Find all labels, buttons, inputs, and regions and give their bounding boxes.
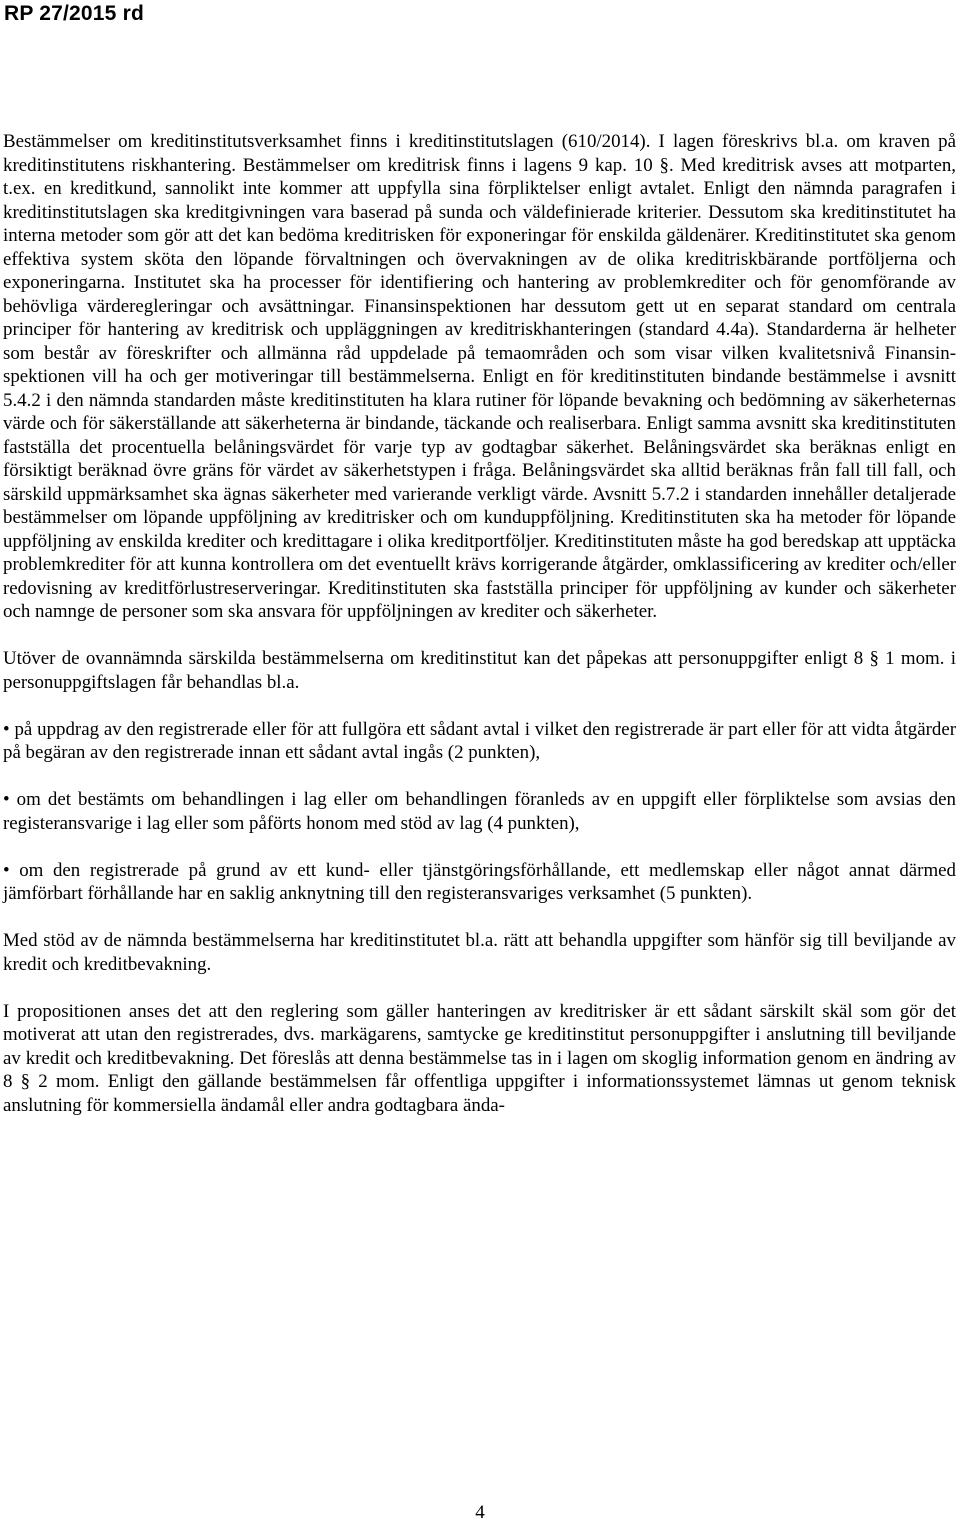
page-number: 4 (475, 1502, 485, 1523)
paragraph-proposition-reasoning: I propositionen anses det att den reglering som gäller hanteringen av kreditrisker är ett sådant särskilt skäl som gör det motiverat att utan den registrerades, dvs. markägarens, samtycke ge kreditinstitut personuppgifter i anslutning till beviljande av kredit och kreditbevakning. Det föreslås att denna bestämmelse tas in i lagen om skoglig information genom en ändring av 8 § 2 mom. Enligt den gällande bestämmelsen får offentliga uppgifter i informationssystemet lämnas ut genom teknisk anslutning för kommersiella ändamål eller andra godtagbara ända- (3, 1000, 956, 1116)
bullet-item-customer-relationship: • om den registrerade på grund av ett kund- eller tjänstgöringsförhållande, ett medlemskap eller något annat därmed jämförbart förhållande har en saklig anknytning till den registeransvariges verksamhet (5 punkten). (3, 859, 956, 904)
document-header: RP 27/2015 rd (4, 2, 144, 25)
paragraph-credit-institution-rules: Bestämmelser om kreditinstitutsverksamhet finns i kreditinstitutslagen (610/2014). I lagen föreskrivs bl.a. om kraven på kreditinstitutens riskhantering. Bestämmelser om kreditrisk finns i lagens 9 kap. 10 §. Med kreditrisk avses att motparten, t.ex. en kreditkund, sannolikt inte kommer att uppfylla sina förpliktelser enligt avtalet. Enligt den nämnda paragrafen i kreditinstitutslagen ska kreditgivningen vara baserad på sunda och väldefinierade kriterier. Dessutom ska kreditinstitutet ha interna metoder som gör att det kan bedöma kreditrisken för exponeringar för enskilda gäldenärer. Kreditinstitutet ska genom effektiva system sköta den löpande förvaltningen och övervakningen av de olika kreditriskbärande portföljerna och exponeringarna. Institutet ska ha processer för identifiering och hantering av problemkrediter och för genomförande av behövliga värderegleringar och avsättningar. Finansinspektionen har dessutom gett ut en separat standard om centrala principer för hantering av kreditrisk och uppläggningen av kreditriskhanteringen (standard 4.4a). Standarderna är helheter som består av föreskrifter och allmänna råd uppdelade på temaområden och som visar vilken kvalitetsnivå Finansinspektionen vill ha och ger motiveringar till bestämmelserna. Enligt en för kreditinstituten bindande bestämmelse i avsnitt 5.4.2 i den nämnda standarden måste kreditinstituten ha klara rutiner för löpande bevakning och bedömning av säkerheternas värde och för säkerställande att säkerheterna är bindande, täckande och realiserbara. Enligt samma avsnitt ska kreditinstituten fastställa det procentuella belåningsvärdet för varje typ av godtagbar säkerhet. Belåningsvärdet ska beräknas enligt en försiktigt beräknad övre gräns för värdet av säkerhetstypen i fråga. Belåningsvärdet ska alltid beräknas från fall till fall, och särskild uppmärksamhet ska ägnas säkerheter med varierande verkligt värde. Avsnitt 5.7.2 i standarden innehåller detaljerade bestämmelser om löpande uppföljning av kreditrisker och om kunduppföljning. Kreditinstituten ska ha metoder för löpande uppföljning av enskilda krediter och kredittagare i olika kreditportföljer. Kreditinstituten måste ha god beredskap att upptäcka problemkrediter för att kunna kontrollera om det eventuellt krävs korrigerande åtgärder, omklassificering av krediter och/eller redovisning av kreditförlustreserveringar. Kreditinstituten ska fastställa principer för uppföljning av kunder och säkerheter och namnge de personer som ska ansvara för uppföljningen av krediter och säkerheter. (3, 131, 956, 622)
document-body (3, 130, 956, 1117)
bullet-item-agreement: • på uppdrag av den registrerade eller för att fullgöra ett sådant avtal i vilket den registrerade är part eller för att vidta åtgärder på begäran av den registrerade innan ett sådant avtal ingås (2 punkten), (3, 718, 956, 763)
bullet-item-legal-obligation: • om det bestämts om behandlingen i lag eller om behandlingen föranleds av en uppgift eller förpliktelse som avsias den registeransvarige i lag eller som påförts honom med stöd av lag (4 punkten), (3, 789, 956, 834)
paragraph-personal-data-intro: Utöver de ovannämnda särskilda bestämmelserna om kreditinstitut kan det påpekas att personuppgifter enligt 8 § 1 mom. i personuppgiftslagen får behandlas bl.a. (3, 648, 956, 693)
paragraph-credit-institution-right: Med stöd av de nämnda bestämmelserna har kreditinstitutet bl.a. rätt att behandla uppgifter som hänför sig till beviljande av kredit och kreditbevakning. (3, 930, 956, 975)
